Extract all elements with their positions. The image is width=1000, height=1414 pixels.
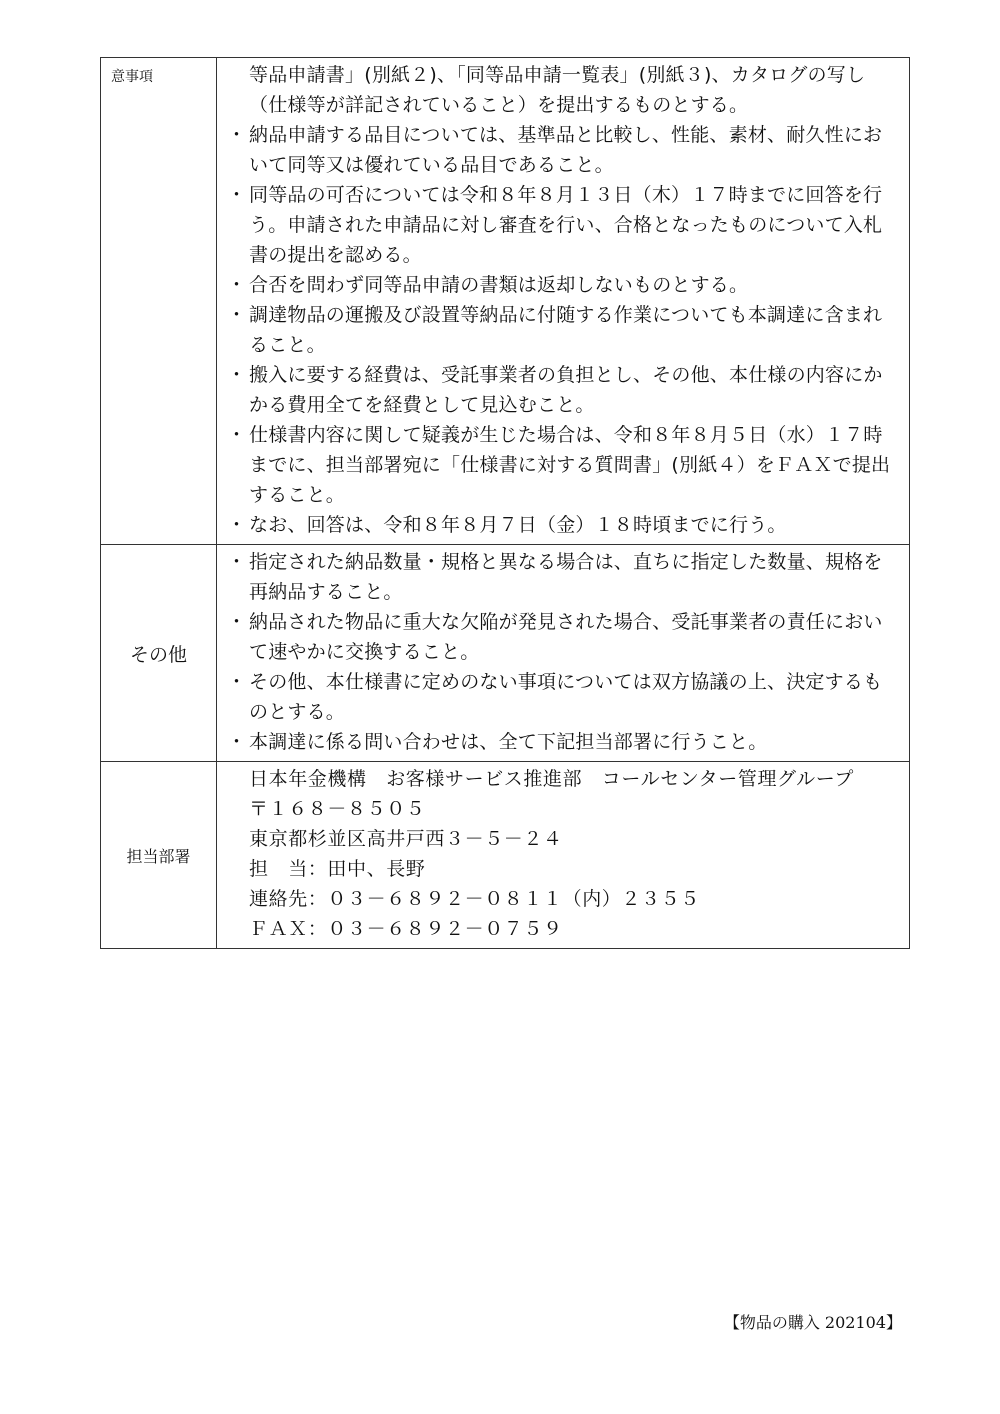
contact-content	[217, 762, 910, 949]
notes-content	[217, 58, 910, 545]
list-item: ・ 同等品の可否については令和８年８月１３日（木）１７時までに回答を行う。申請された申請品に対し審査を行い、合格となったものについて入札書の提出を認める。	[231, 180, 901, 270]
other-list	[231, 547, 901, 757]
list-item: ・ 調達物品の運搬及び設置等納品に付随する作業についても本調達に含まれること。	[231, 300, 901, 360]
list-item: ・ その他、本仕様書に定めのない事項については双方協議の上、決定するものとする。	[231, 667, 901, 727]
contact-organization: 日本年金機構 お客様サービス推進部 コールセンター管理グループ	[249, 768, 854, 790]
list-item: ・ 搬入に要する経費は、受託事業者の負担とし、その他、本仕様の内容にかかる費用全てを経費として見込むこと。	[231, 360, 901, 420]
notes-list	[231, 120, 901, 540]
list-item: ・ 指定された納品数量・規格と異なる場合は、直ちに指定した数量、規格を再納品すること。	[231, 547, 901, 607]
contact-phone: 連絡先：０３－６８９２－０８１１（内）２３５５	[249, 888, 700, 910]
list-item: ・ 納品された物品に重大な欠陥が発見された場合、受託事業者の責任において速やかに交換すること。	[231, 607, 901, 667]
contact-row	[101, 762, 910, 949]
document-footer: 【物品の購入 202104】	[723, 1313, 902, 1332]
contact-postal-code: 〒１６８－８５０５	[249, 798, 426, 820]
list-item: ・ 本調達に係る問い合わせは、全て下記担当部署に行うこと。	[231, 727, 901, 757]
notes-label: 意事項	[101, 58, 217, 545]
contact-person: 担 当：田中、長野	[249, 858, 426, 880]
list-item: ・ 仕様書内容に関して疑義が生じた場合は、令和８年８月５日（水）１７時までに、担当部署宛に「仕様書に対する質問書」(別紙４）をＦＡＸで提出すること。	[231, 420, 901, 510]
list-item: ・ 合否を問わず同等品申請の書類は返却しないものとする。	[231, 270, 901, 300]
notes-continuation: 等品申請書」(別紙２)、「同等品申請一覧表」(別紙３)、カタログの写し（仕様等が詳記されていること）を提出するものとする。	[249, 64, 866, 116]
other-row	[101, 545, 910, 762]
list-item: ・ なお、回答は、令和８年８月７日（金）１８時頃までに行う。	[231, 510, 901, 540]
notes-row	[101, 58, 910, 545]
list-item: ・ 納品申請する品目については、基準品と比較し、性能、素材、耐久性において同等又は優れている品目であること。	[231, 120, 901, 180]
spec-table	[100, 57, 910, 949]
contact-fax: ＦＡＸ：０３－６８９２－０７５９	[249, 918, 563, 940]
contact-label: 担当部署	[101, 762, 217, 949]
other-label: その他	[101, 545, 217, 762]
other-content	[217, 545, 910, 762]
contact-address: 東京都杉並区高井戸西３－５－２４	[249, 828, 563, 850]
